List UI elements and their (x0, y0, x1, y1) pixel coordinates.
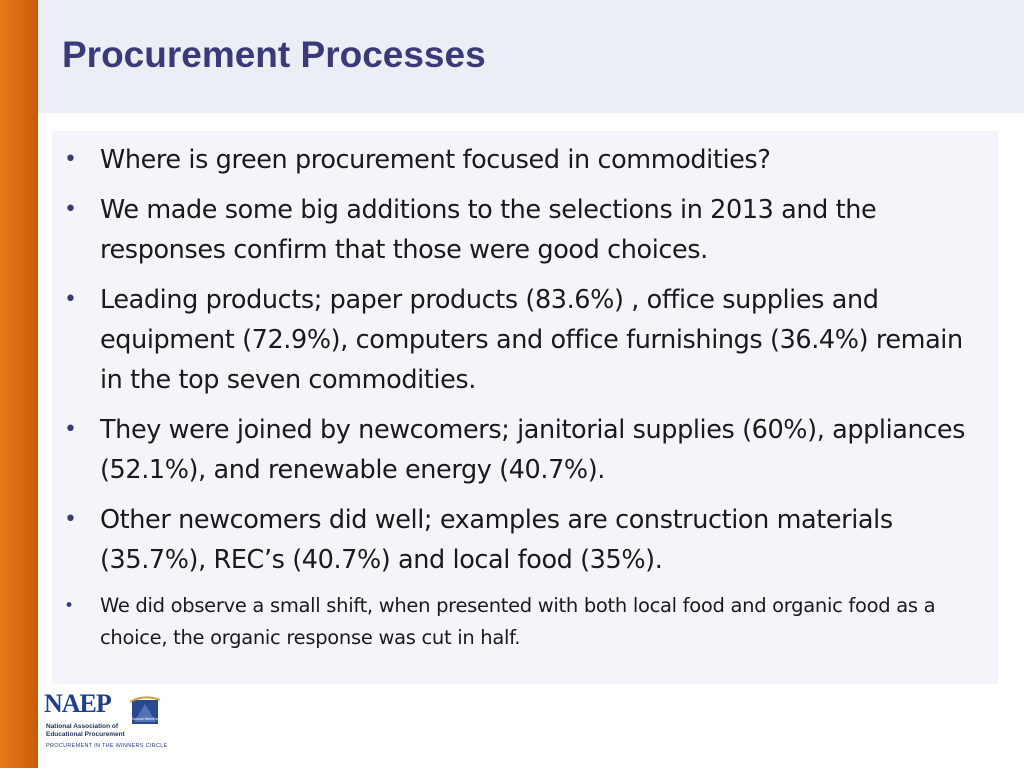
logo-wordmark: NAEP (44, 689, 111, 718)
accent-side-bar (0, 0, 38, 768)
naep-logo (44, 690, 174, 756)
slide-title: Procurement Processes (62, 34, 486, 75)
bullet-dot-icon: • (64, 287, 77, 312)
bullet-item (58, 410, 988, 490)
logo-line-2: Educational Procurement (46, 731, 125, 738)
bullet-item (58, 140, 988, 180)
logo-organization-name (46, 723, 125, 739)
bullet-dot-icon: • (64, 147, 77, 172)
bullet-text: Where is green procurement focused in commodities? (100, 145, 771, 175)
bullet-dot-icon: • (64, 197, 77, 222)
bullet-text: They were joined by newcomers; janitorial supplies (60%), appliances (52.1%), and renewable energy (40.7%). (100, 415, 966, 485)
bullet-text: Other newcomers did well; examples are construction materials (35.7%), REC’s (40.7%) and local food (35%). (100, 505, 893, 575)
badge-label: Annual Meeting (131, 716, 159, 721)
bullet-item (58, 280, 988, 400)
bullet-dot-icon: • (64, 596, 74, 616)
bullet-dot-icon: • (64, 417, 77, 442)
bullet-item (58, 590, 988, 654)
bullet-text: We did observe a small shift, when presented with both local food and organic food as a choice, the organic response was cut in half. (100, 594, 936, 649)
bullet-text: Leading products; paper products (83.6%) , office supplies and equipment (72.9%), computers and office furnishings (36.4%) remain in the top seven commodities. (100, 285, 963, 395)
bullet-list (58, 140, 988, 654)
anniversary-badge-icon (130, 696, 162, 726)
bullet-dot-icon: • (64, 507, 77, 532)
logo-line-1: National Association of (46, 723, 118, 730)
bullet-text: We made some big additions to the selections in 2013 and the responses confirm that those were good choices. (100, 195, 877, 265)
bullet-item (58, 190, 988, 270)
logo-tagline: PROCUREMENT IN THE WINNERS CIRCLE (46, 743, 168, 749)
bullet-item (58, 500, 988, 580)
